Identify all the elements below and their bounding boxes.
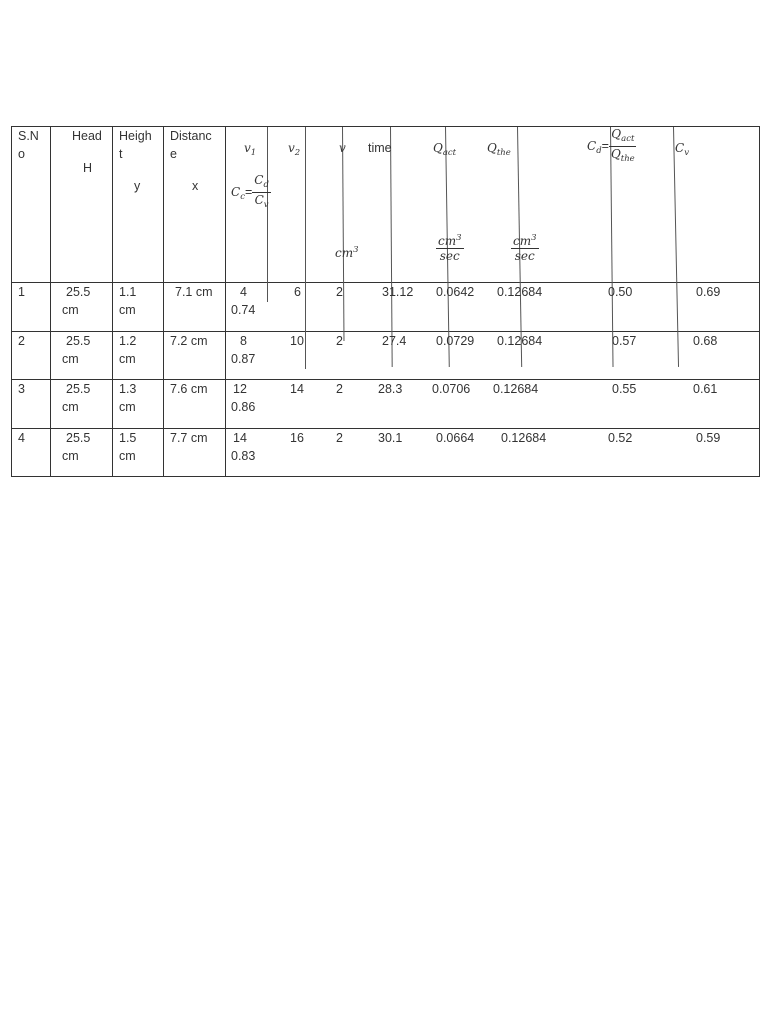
cell-cv: 0.61 [693,382,718,396]
cell-qact: 0.0642 [436,285,475,299]
cell-distance: 7.7 cm [170,431,208,445]
cell-cd: 0.57 [612,334,637,348]
cell-v2: 6 [294,285,301,299]
header-cd-formula: $C_d=$ $\frac{Q_{act}}{Q_{the}}$ [587,127,635,164]
cell-qthe: 0.12684 [497,285,543,299]
header-v: v [339,141,346,155]
header-cv: $C_v$ [675,141,689,158]
cell-head: 25.5 cm [62,334,91,366]
cell-height: 1.3 cm [119,382,137,414]
cell-height: 1.5 cm [119,431,137,463]
cell-cv: 0.69 [696,285,721,299]
cell-head: 25.5 cm [62,285,91,317]
cell-sno: 3 [18,382,25,396]
cell-cv: 0.59 [696,431,721,445]
cell-v1-cc: 12 0.86 [231,382,256,414]
cell-time: 30.1 [378,431,403,445]
stray-line [267,127,268,302]
cell-v2: 16 [290,431,304,445]
cell-qthe: 0.12684 [493,382,539,396]
cell-v1-cc: 8 0.87 [231,334,256,366]
header-v1: $v_1$ [244,141,257,158]
column-divider [112,127,113,476]
column-divider [225,127,226,476]
header-cc-formula: $C_c=$ $\frac{C_d}{C_v}$ [231,173,269,210]
stray-line [305,127,306,369]
column-divider [50,127,51,476]
unit-flow-qact: $\frac{cm^3}{\sec}$ [438,233,462,263]
cell-v: 2 [336,431,343,445]
header-height-symbol: y [134,179,141,193]
unit-flow-qthe: $\frac{cm^3}{\sec}$ [513,233,537,263]
stray-line [342,127,344,341]
cell-sno: 4 [18,431,25,445]
header-head-symbol: H [83,161,93,175]
cell-v1-cc: 4 0.74 [231,285,256,317]
header-qact: $Q_{act}$ [433,141,457,158]
cell-qthe: 0.12684 [497,334,543,348]
cell-head: 25.5 cm [62,382,91,414]
cell-v2: 10 [290,334,304,348]
cell-v2: 14 [290,382,304,396]
cell-head: 25.5 cm [62,431,91,463]
cell-distance: 7.2 cm [170,334,208,348]
header-distance: Distanc e [170,129,212,161]
cell-height: 1.2 cm [119,334,137,366]
cell-v: 2 [336,285,343,299]
header-time: time [368,141,392,155]
unit-volume: $cm^3$ [335,245,359,260]
header-height: Heigh t [119,129,152,161]
cell-height: 1.1 cm [119,285,137,317]
cell-time: 27.4 [382,334,407,348]
header-head: Head [72,129,102,143]
cell-time: 28.3 [378,382,403,396]
cell-cd: 0.55 [612,382,637,396]
cell-qthe: 0.12684 [501,431,547,445]
results-table [11,126,760,477]
cell-cd: 0.50 [608,285,633,299]
header-v2: $v_2$ [288,141,301,158]
cell-time: 31.12 [382,285,414,299]
cell-cv: 0.68 [693,334,718,348]
cell-v: 2 [336,334,343,348]
cell-qact: 0.0706 [432,382,471,396]
cell-v1-cc: 14 0.83 [231,431,256,463]
header-qthe: $Q_{the}$ [487,141,511,158]
header-distance-symbol: x [192,179,199,193]
cell-qact: 0.0664 [436,431,475,445]
cell-sno: 2 [18,334,25,348]
cell-cd: 0.52 [608,431,633,445]
cell-qact: 0.0729 [436,334,475,348]
column-divider [163,127,164,476]
header-sno: S.N o [18,129,39,161]
cell-v: 2 [336,382,343,396]
cell-distance: 7.6 cm [170,382,208,396]
cell-distance: 7.1 cm [175,285,213,299]
cell-sno: 1 [18,285,25,299]
